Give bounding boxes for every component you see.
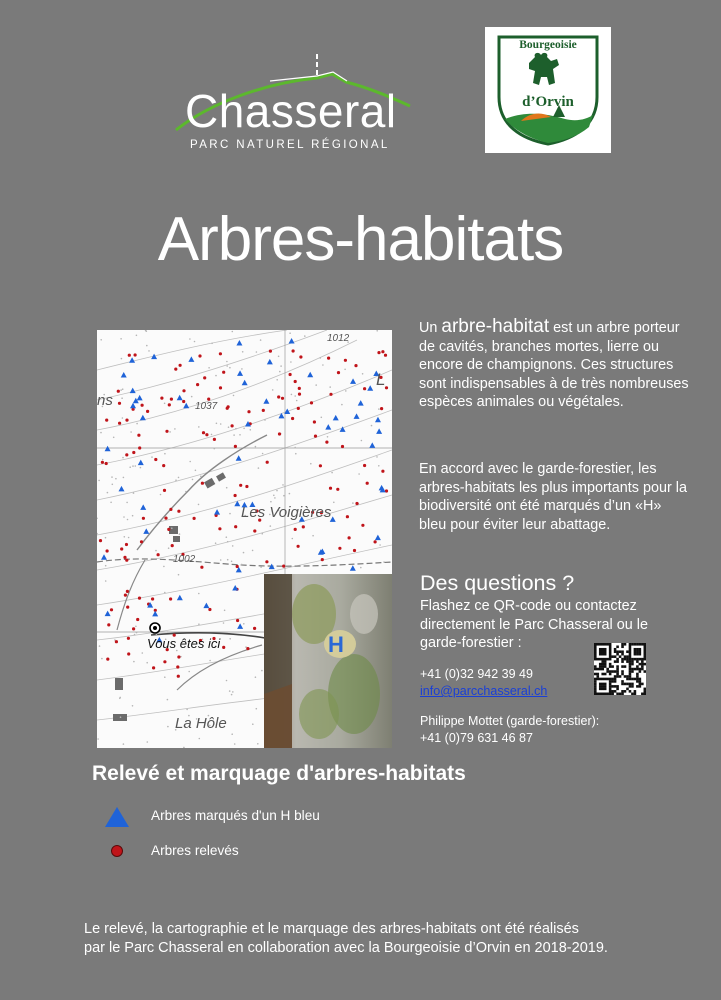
map-red-dot: [265, 560, 268, 563]
map-blue-triangle: [367, 385, 373, 391]
map-red-dot: [118, 402, 121, 405]
map-red-dot: [310, 401, 313, 404]
map-red-dot: [341, 445, 344, 448]
map-red-dot: [213, 438, 216, 441]
map-red-dot: [294, 528, 297, 531]
map-altitude-label: 1002: [173, 554, 196, 565]
intro-paragraph: [419, 318, 691, 412]
map-red-dot: [138, 597, 141, 600]
map-blue-triangle: [105, 446, 111, 452]
map-red-dot: [118, 422, 121, 425]
legend-title: Relevé et marquage d'arbres-habitats: [92, 762, 466, 785]
map-red-dot: [246, 647, 249, 650]
map-red-dot: [329, 393, 332, 396]
map-blue-triangle: [129, 357, 135, 363]
map-red-dot: [169, 597, 172, 600]
map-red-dot: [107, 623, 110, 626]
map-red-dot: [298, 393, 301, 396]
bourgeoisie-logo: [485, 27, 611, 153]
map-red-dot: [146, 410, 149, 413]
map-red-dot: [127, 652, 130, 655]
map-red-dot: [297, 407, 300, 410]
tree-photo: [264, 574, 392, 748]
map-blue-triangle: [350, 378, 356, 384]
map-blue-triangle: [242, 380, 248, 386]
map-red-dot: [236, 619, 239, 622]
map-red-dot: [105, 462, 108, 465]
map-red-dot: [338, 547, 341, 550]
map-red-dot: [171, 544, 174, 547]
map-red-dot: [99, 539, 102, 542]
map-red-dot: [277, 395, 280, 398]
qr-code-icon[interactable]: [594, 643, 646, 695]
map-red-dot: [176, 665, 179, 668]
map-red-dot: [179, 364, 182, 367]
map-red-dot: [262, 409, 265, 412]
map-red-dot: [125, 559, 128, 562]
map-red-dot: [126, 606, 129, 609]
map-red-dot: [177, 510, 180, 513]
map-red-dot: [239, 484, 242, 487]
map-red-dot: [134, 353, 137, 356]
forester-phone: +41 (0)79 631 46 87: [420, 731, 533, 745]
map-red-dot: [344, 359, 347, 362]
map-red-dot: [127, 637, 130, 640]
map-red-dot: [202, 431, 205, 434]
map-red-dot: [231, 424, 234, 427]
map-red-dot: [163, 489, 166, 492]
map-red-dot: [327, 357, 330, 360]
forester-name: Philippe Mottet (garde-forestier):: [420, 714, 600, 728]
map-red-dot: [125, 543, 128, 546]
map-red-dot: [337, 371, 340, 374]
map-red-dot: [170, 398, 173, 401]
map-blue-triangle: [375, 417, 381, 423]
map-red-dot: [321, 558, 324, 561]
map-blue-triangle: [236, 455, 242, 461]
accord-paragraph: En accord avec le garde-forestier, les arbres-habitats les plus importants pour la biodiversité ont été marqués d’un «H» bleu pour éviter leur abattage.: [419, 461, 687, 533]
map-blue-triangle: [138, 460, 144, 466]
map-blue-triangle: [105, 611, 111, 617]
map-red-dot: [313, 420, 316, 423]
map-blue-triangle: [130, 388, 136, 394]
map-red-dot: [319, 464, 322, 467]
map-red-dot: [160, 397, 163, 400]
map-blue-triangle: [333, 415, 339, 421]
map-red-dot: [384, 354, 387, 357]
map-blue-triangle: [237, 370, 243, 376]
map-blue-triangle: [183, 403, 189, 409]
map-red-dot: [348, 536, 351, 539]
map-red-dot: [182, 389, 185, 392]
map-red-dot: [177, 655, 180, 658]
map-red-dot: [325, 441, 328, 444]
map-blue-triangle: [350, 565, 356, 571]
map-red-dot: [106, 658, 109, 661]
map-red-dot: [226, 407, 229, 410]
map-red-dot: [196, 383, 199, 386]
chasseral-logo: [170, 48, 420, 158]
intro-lead: Un: [419, 320, 442, 336]
map-red-dot: [314, 435, 317, 438]
map-red-dot: [125, 453, 128, 456]
map-red-dot: [247, 410, 250, 413]
map-red-dot: [123, 556, 126, 559]
map-red-dot: [162, 464, 165, 467]
legend-item-label: Arbres marqués d'un H bleu: [151, 808, 320, 823]
map-red-dot: [115, 640, 118, 643]
map-blue-triangle: [325, 424, 331, 430]
map-red-dot: [329, 487, 332, 490]
map-red-dot: [269, 350, 272, 353]
map-red-dot: [198, 354, 201, 357]
map-red-dot: [353, 549, 356, 552]
park-email-link[interactable]: info@parcchasseral.ch: [420, 684, 548, 698]
map-blue-triangle: [263, 398, 269, 404]
map-red-dot: [361, 524, 364, 527]
map-red-dot: [281, 397, 284, 400]
map-blue-triangle: [140, 415, 146, 421]
map-red-dot: [128, 354, 131, 357]
red-dot-icon: [110, 844, 124, 858]
map-red-dot: [105, 419, 108, 422]
map-altitude-label: 1037: [195, 401, 218, 412]
map-blue-triangle: [236, 340, 242, 346]
map-red-dot: [101, 461, 104, 464]
map-red-dot: [218, 527, 221, 530]
map-red-dot: [140, 540, 143, 543]
bourgeoisie-line1: Bourgeoisie: [519, 39, 577, 51]
you-are-here-label: Vous êtes ici: [147, 636, 221, 651]
map-red-dot: [298, 387, 301, 390]
map-red-dot: [282, 565, 285, 568]
map-red-dot: [177, 675, 180, 678]
map-red-dot: [266, 461, 269, 464]
you-are-here-icon: [150, 623, 160, 633]
map-blue-triangle: [358, 400, 364, 406]
map-blue-triangle: [188, 356, 194, 362]
map-blue-triangle: [203, 603, 209, 609]
map-red-dot: [193, 517, 196, 520]
map-red-dot: [174, 368, 177, 371]
map-red-dot: [381, 350, 384, 353]
map-blue-triangle: [118, 486, 124, 492]
footer-text: [84, 920, 684, 957]
map-blue-triangle: [101, 554, 107, 560]
map-red-dot: [222, 646, 225, 649]
page-title: Arbres-habitats: [157, 205, 564, 274]
intro-rest: est un arbre porteur de cavités, branches mortes, lierre ou encore de champignons. Ces structures sont indispensables à de très nombreuses espèces animales ou végétales.: [419, 320, 689, 411]
bourgeoisie-line2: d’Orvin: [522, 94, 574, 110]
map-blue-triangle: [143, 528, 149, 534]
map-red-dot: [222, 371, 225, 374]
questions-text: Flashez ce QR-code ou contactez directement le Parc Chasseral ou le garde-forestier :: [420, 598, 648, 652]
map-red-dot: [132, 627, 135, 630]
map-red-dot: [299, 355, 302, 358]
map-blue-triangle: [354, 413, 360, 419]
map-red-dot: [125, 419, 128, 422]
chasseral-wordmark: Chasseral: [185, 85, 397, 137]
map-altitude-label: 1012: [327, 333, 350, 344]
map-blue-triangle: [278, 413, 284, 419]
intro-term: arbre-habitat: [441, 316, 550, 337]
map-red-dot: [117, 390, 120, 393]
blue-triangle-icon: [104, 806, 130, 828]
map-red-dot: [381, 470, 384, 473]
map-red-dot: [182, 400, 185, 403]
map-red-dot: [377, 351, 380, 354]
map-red-dot: [151, 597, 154, 600]
map-red-dot: [157, 553, 160, 556]
map-red-dot: [253, 627, 256, 630]
map-red-dot: [205, 433, 208, 436]
map-red-dot: [253, 529, 256, 532]
map-red-dot: [289, 373, 292, 376]
map-red-dot: [203, 376, 206, 379]
map-red-dot: [346, 515, 349, 518]
map-red-dot: [167, 528, 170, 531]
map-red-dot: [168, 403, 171, 406]
map-red-dot: [234, 525, 237, 528]
map-red-dot: [152, 666, 155, 669]
map-red-dot: [163, 660, 166, 663]
map-red-dot: [219, 352, 222, 355]
map-blue-triangle: [376, 428, 382, 434]
map-blue-triangle: [214, 509, 220, 515]
map-red-dot: [138, 446, 141, 449]
map-blue-triangle: [289, 338, 295, 344]
map-red-dot: [336, 488, 339, 491]
map-red-dot: [124, 594, 127, 597]
map-red-dot: [154, 458, 157, 461]
map-edge-label: L: [376, 370, 386, 389]
map-blue-triangle: [307, 372, 313, 378]
map-red-dot: [219, 386, 222, 389]
map-red-dot: [363, 387, 366, 390]
footer-line: par le Parc Chasseral en collaboration avec la Bourgeoisie d’Orvin en 2018-2019.: [84, 939, 608, 956]
map-red-dot: [137, 434, 140, 437]
habitat-map: [97, 330, 392, 748]
photo-h-mark: H: [328, 632, 344, 657]
legend-item-label: Arbres relevés: [151, 843, 239, 858]
map-red-dot: [354, 364, 357, 367]
map-red-dot: [200, 566, 203, 569]
map-blue-triangle: [369, 442, 375, 448]
map-red-dot: [165, 430, 168, 433]
map-red-dot: [245, 485, 248, 488]
map-red-dot: [292, 349, 295, 352]
map-red-dot: [363, 464, 366, 467]
map-blue-triangle: [137, 395, 143, 401]
map-place-label: Les Voigières: [241, 504, 332, 521]
map-blue-triangle: [121, 372, 127, 378]
map-red-dot: [110, 608, 113, 611]
map-blue-triangle: [267, 359, 273, 365]
map-blue-triangle: [140, 504, 146, 510]
map-edge-label: ns: [97, 392, 113, 409]
chasseral-tagline: PARC NATUREL RÉGIONAL: [190, 139, 390, 151]
map-red-dot: [294, 380, 297, 383]
map-red-dot: [142, 517, 145, 520]
map-red-dot: [136, 618, 139, 621]
map-blue-triangle: [177, 395, 183, 401]
map-red-dot: [236, 565, 239, 568]
map-red-dot: [234, 445, 237, 448]
map-red-dot: [380, 407, 383, 410]
map-red-dot: [169, 508, 172, 511]
map-red-dot: [366, 482, 369, 485]
map-red-dot: [208, 608, 211, 611]
map-red-dot: [126, 590, 129, 593]
map-red-dot: [141, 404, 144, 407]
map-red-dot: [278, 432, 281, 435]
map-red-dot: [297, 545, 300, 548]
map-red-dot: [234, 494, 237, 497]
map-blue-triangle: [152, 611, 158, 617]
map-red-dot: [132, 451, 135, 454]
map-blue-triangle: [177, 595, 183, 601]
map-blue-triangle: [130, 403, 136, 409]
park-phone: +41 (0)32 942 39 49: [420, 667, 533, 681]
map-red-dot: [302, 525, 305, 528]
map-red-dot: [164, 517, 167, 520]
questions-title: Des questions ?: [420, 571, 575, 595]
map-red-dot: [201, 482, 204, 485]
map-red-dot: [355, 502, 358, 505]
map-blue-triangle: [375, 535, 381, 541]
map-red-dot: [291, 417, 294, 420]
map-red-dot: [106, 549, 109, 552]
map-place-label: La Hôle: [175, 715, 227, 732]
map-red-dot: [120, 547, 123, 550]
map-blue-triangle: [237, 623, 243, 629]
footer-line: Le relevé, la cartographie et le marquage des arbres-habitats ont été réalisés: [84, 921, 579, 937]
map-red-dot: [374, 540, 377, 543]
